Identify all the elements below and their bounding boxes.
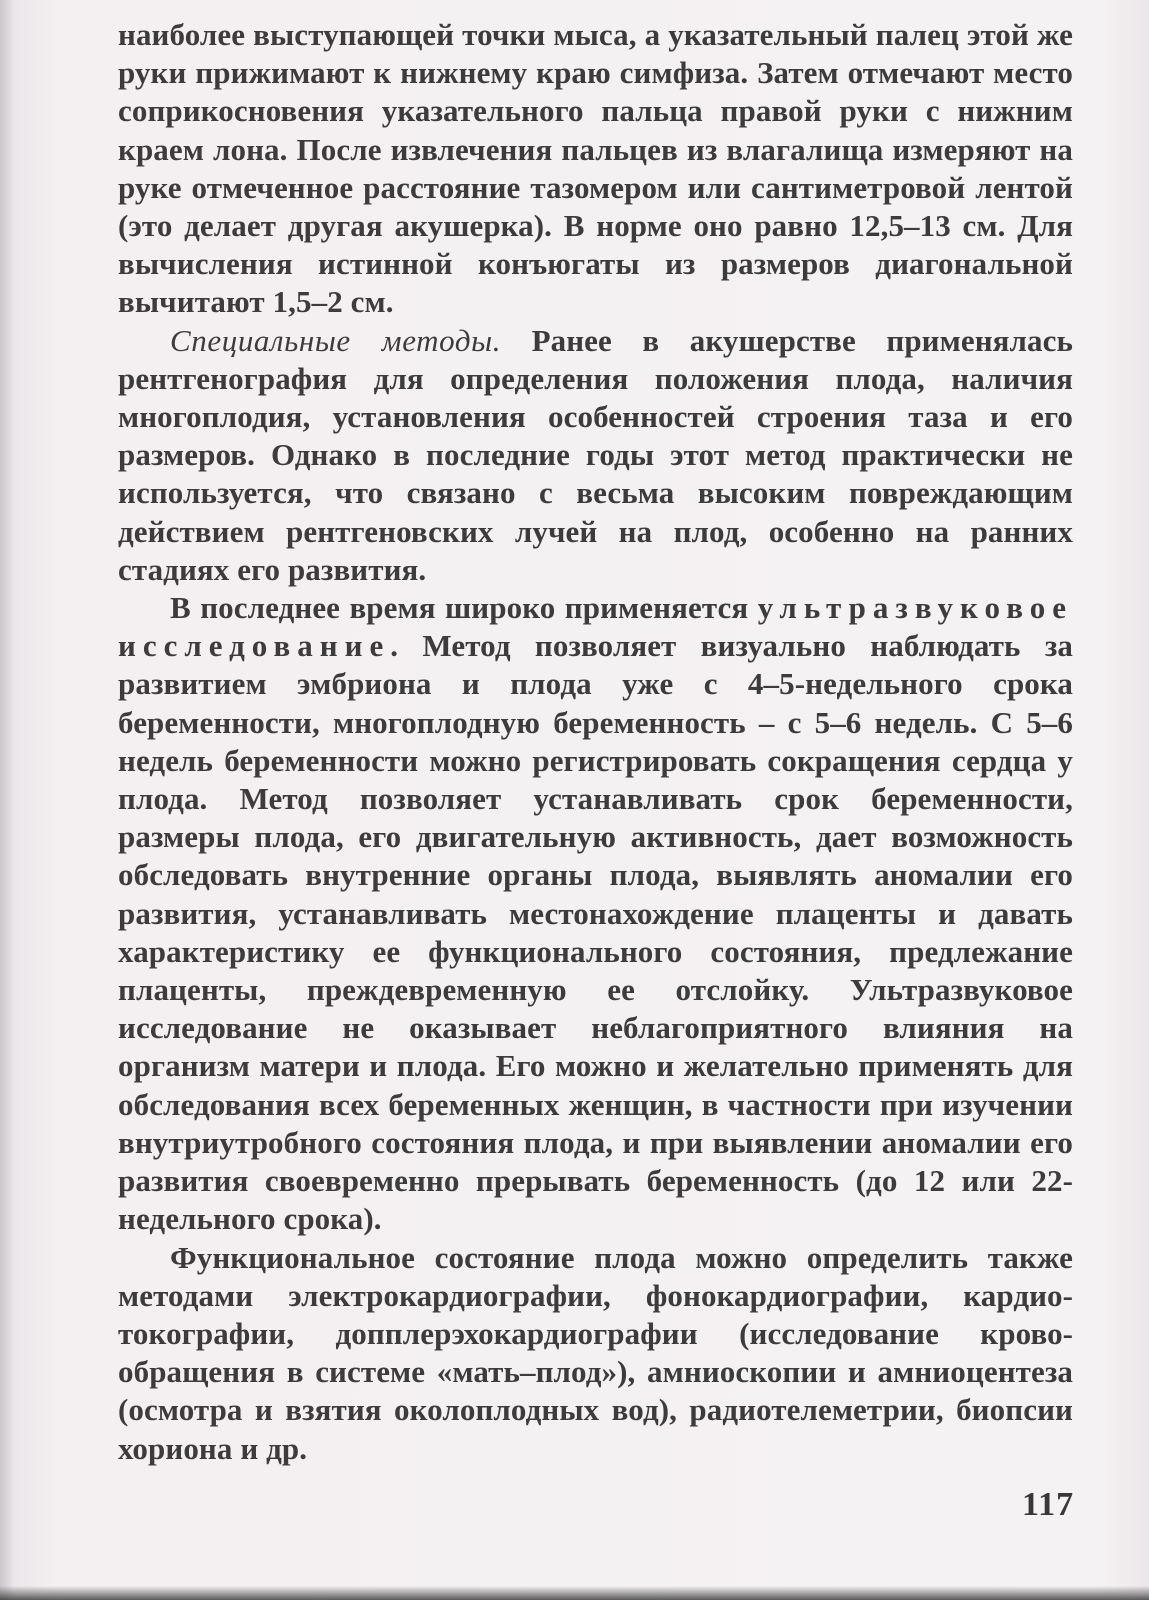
paragraph-ultrasound (118, 589, 1073, 1238)
page-number: 117 (1022, 1486, 1075, 1523)
text-body (118, 16, 1073, 1468)
spaced-term: ультразвуковое исследование (118, 590, 1073, 664)
paragraph-functional-state (118, 1239, 1073, 1468)
paragraph-diagonal-conjugate (118, 16, 1073, 322)
page-edge-shadow (0, 0, 14, 1600)
italic-heading: Специальные методы. (170, 322, 502, 358)
paragraph-special-methods (118, 322, 1073, 589)
text-run: В последнее время широко применяется (170, 590, 758, 626)
text-run: Ранее в акушерстве применялась рентгенография для определения положения плода, наличия многоплодия, установления особенностей строения таза и его размеров. Однако в последние годы этот метод практически не используется, что связано с весьма высоким повреждающим действием рентгеновских лучей на плод, особенно на ранних стадиях его развития. (118, 322, 1073, 587)
page-bottom-edge (0, 1586, 1149, 1600)
text-run: наиболее выступающей точки мыса, а указательный палец этой же руки прижимают к нижнему краю симфиза. Затем отмечают место соприкосновения указательного пальца правой руки с нижним краем лона. После извлечения пальцев из влагалища измеряют на руке отмеченное расстояние тазомером или сантиметровой лентой (это делает другая акушерка). В норме оно равно 12,5–13 см. Для вычисления истинной конъюгаты из размеров диагональной вычитают 1,5–2 см. (118, 17, 1073, 320)
text-run: Функциональное состояние плода можно определить также методами электрокардиографии, фонокардиографии, кардиотокографии, допплерэхокардиографии (исследование кровообращения в системе «мать–плод»), амниоскопии и амниоцентеза (осмотра и взятия околоплодных вод), радиотелеметрии, биопсии хориона и др. (118, 1239, 1073, 1466)
text-run: . Метод позволяет визуально наблюдать за развитием эмбриона и плода уже с 4–5-недельного срока беременности, многоплодную беременность – с 5–6 недель. С 5–6 недель беременности можно регистрировать сокращения сердца у плода. Метод позволяет устанавливать срок беременности, размеры плода, его двигательную активность, дает возможность обследовать внутренние органы плода, выявлять аномалии его развития, устанавливать местонахождение плаценты и давать характеристику ее функционального состояния, предлежание плаценты, преждевременную ее отслойку. Ультразвуковое исследование не оказывает неблагоприятного влияния на организм матери и плода. Его можно и желательно применять для обследования всех беременных женщин, в частности при изучении внутриутробного состояния плода, и при выявлении аномалии его развития своевременно прерывать беременность (до 12 или 22-недельного срока). (118, 628, 1073, 1237)
